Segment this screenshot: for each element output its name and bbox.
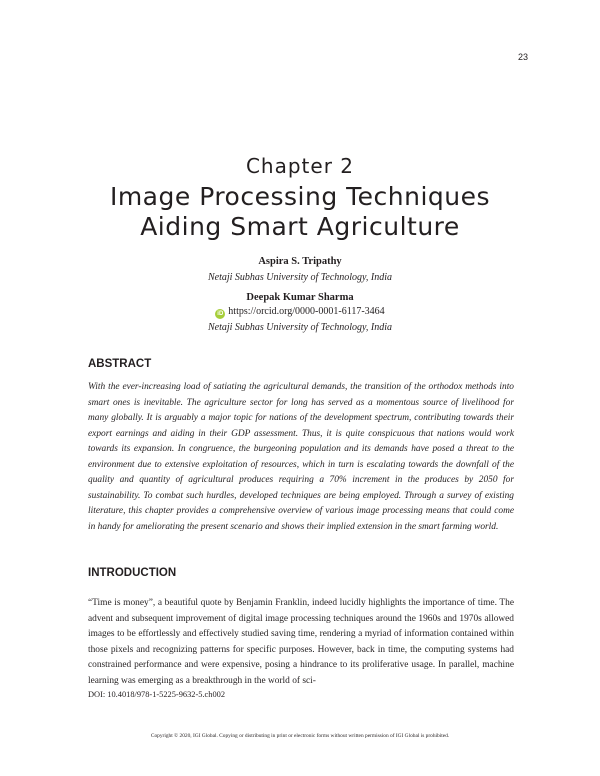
chapter-title	[0, 182, 600, 242]
copyright-notice: Copyright © 2020, IGI Global. Copying or distributing in print or electronic forms without written permission of IGI Global is prohibited.	[150, 733, 450, 739]
author-orcid	[0, 306, 600, 319]
doi: DOI: 10.4018/978-1-5225-9632-5.ch002	[88, 690, 226, 699]
page-number: 23	[517, 52, 528, 62]
chapter-title-line2: Aiding Smart Agriculture	[140, 212, 460, 241]
author-affiliation-1: Netaji Subhas University of Technology, India	[207, 272, 393, 283]
author-name-2: Deepak Kumar Sharma	[246, 292, 354, 303]
introduction-heading: INTRODUCTION	[88, 567, 177, 579]
abstract-heading: ABSTRACT	[88, 358, 152, 370]
abstract-text: With the ever-increasing load of satiating the agricultural demands, the transition of the orthodox methods into smart ones is inevitable. The agriculture sector for long has served as a momentous source of livelihood for many globally. It is arguably a major topic for nations of the development spectrum, contributing towards their export earnings and aiding in their GDP assessment. Thus, it is quite conspicuous that nations would work towards its expansion. In congruence, the burgeoning population and its demands have posed a threat to the environment due to extensive exploitation of resources, which in turn is escalating towards the downfall of the quality and quantity of agricultural produces requiring a 70% increment in the produces by 2050 for sustainability. To combat such hurdles, developed techniques are being employed. Through a survey of existing literature, this chapter provides a comprehensive overview of various image processing means that could come in handy for ameliorating the present scenario and shows their implied extension in the smart farming world.	[88, 382, 514, 532]
author-affiliation-2: Netaji Subhas University of Technology, India	[207, 322, 393, 333]
introduction-text: “Time is money”, a beautiful quote by Benjamin Franklin, indeed lucidly highlights the importance of time. The advent and subsequent improvement of digital image processing techniques around the 1960s and 1970s allowed images to be effortlessly and effectively studied saving time, rendering a myriad of information contained within those pixels and recognizing patterns for specific purposes. However, back in time, the computing systems had constrained performance and were expensive, posing a hindrance to its proliferative usage. In parallel, machine learning was emerging as a breakthrough in the world of sci-	[88, 598, 514, 686]
orcid-icon: iD	[217, 311, 224, 317]
orcid-link[interactable]: https://orcid.org/0000-0001-6117-3464	[228, 306, 385, 317]
chapter-label: Chapter 2	[245, 154, 355, 178]
chapter-title-line1: Image Processing Techniques	[109, 182, 491, 211]
author-name-1: Aspira S. Tripathy	[258, 256, 342, 267]
